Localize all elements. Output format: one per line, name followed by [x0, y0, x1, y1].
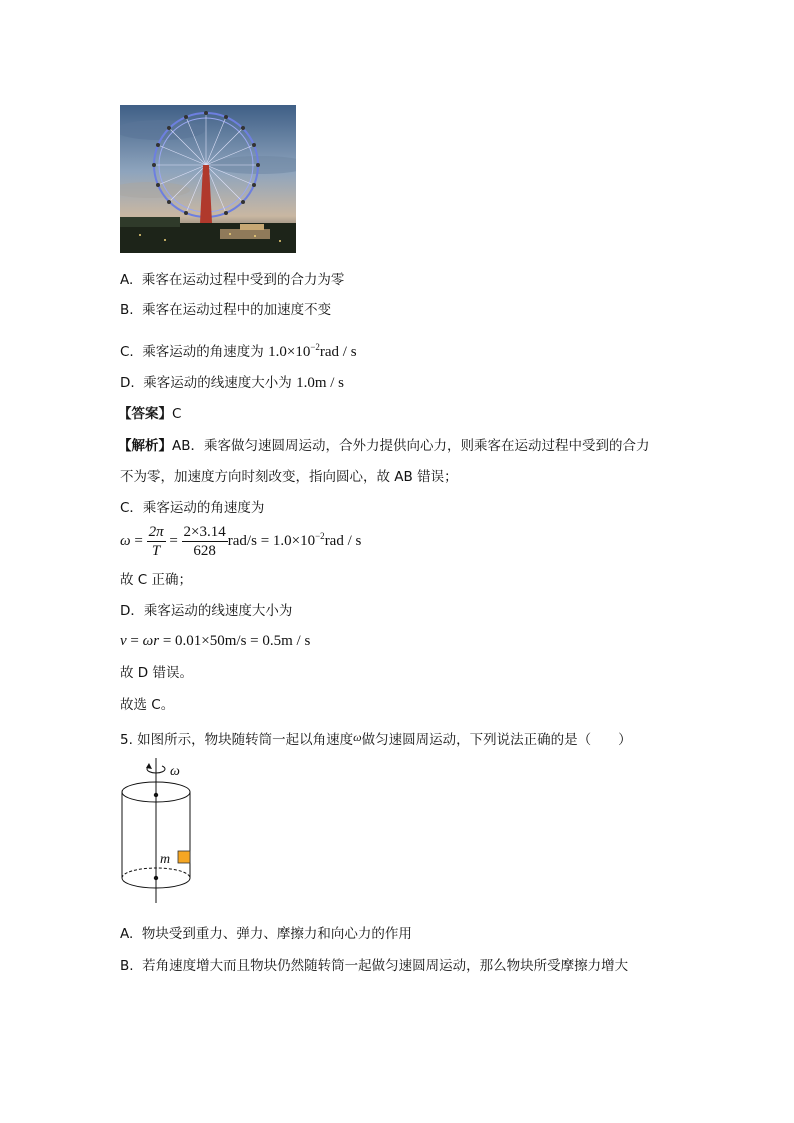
omega-symbol: ω: [142, 633, 154, 649]
fraction-denominator: T: [151, 543, 161, 559]
option-text: 乘客在运动过程中受到的合力为零: [141, 272, 345, 288]
mass-label: m: [160, 852, 171, 867]
stem-text: 5. 如图所示，物块随转筒一起以角速度: [120, 732, 354, 748]
analysis-line-7: 故选 C。: [120, 697, 175, 713]
rotating-cylinder-figure: [110, 758, 210, 908]
angular-velocity-formula: [120, 523, 361, 560]
option-text: 乘客运动的角速度为: [142, 344, 264, 360]
equals-sign: =: [169, 532, 178, 549]
ferris-wheel-image: [120, 105, 296, 253]
axis-bottom-point: [154, 876, 158, 880]
linear-velocity-formula: [120, 633, 310, 650]
equals-sign: =: [126, 633, 143, 649]
r-symbol: r: [153, 633, 160, 649]
answer-line: [118, 405, 181, 423]
option-c-unit: rad / s: [319, 344, 357, 360]
analysis-line-1: [118, 437, 650, 455]
answer-value: C: [172, 406, 182, 422]
question-5-stem: [120, 728, 632, 749]
option-text: 乘客在运动过程中的加速度不变: [142, 302, 332, 318]
fraction-numerator: 2×3.14: [183, 524, 226, 540]
omega-symbol: ω: [353, 730, 362, 744]
option-label: A.: [120, 272, 134, 288]
option-label: C.: [120, 344, 134, 360]
q5-option-a: [120, 925, 412, 943]
option-c-exponent: −2: [310, 342, 320, 352]
axis-top-point: [154, 793, 158, 797]
omega-label: ω: [170, 764, 180, 779]
option-label: B.: [120, 302, 134, 318]
unit: rad/s: [227, 532, 257, 549]
option-label: D.: [120, 375, 135, 391]
result-exponent: −2: [315, 530, 325, 541]
option-text: 若角速度增大而且物块仍然随转筒一起做匀速圆周运动，那么物块所受摩擦力增大: [142, 958, 629, 974]
fraction-2pi-over-t: [147, 523, 166, 560]
analysis-line-5: D．乘客运动的线速度大小为: [120, 603, 293, 619]
analysis-line-2: 不为零，加速度方向时刻改变，指向圆心，故 AB 错误；: [120, 469, 458, 485]
formula-rest: = 0.01×50m/s = 0.5m / s: [159, 633, 311, 649]
analysis-line-4: 故 C 正确；: [120, 572, 193, 588]
analysis-line-3: C．乘客运动的角速度为: [120, 500, 265, 516]
answer-tag: 【答案】: [118, 406, 172, 422]
fraction-values: [182, 523, 228, 560]
equals-sign: =: [134, 532, 143, 549]
v-symbol: v: [120, 633, 127, 649]
fraction-numerator: 2π: [148, 524, 164, 540]
fraction-denominator: 628: [193, 543, 216, 559]
ferris-wheel-photo: [120, 105, 296, 253]
analysis-line-6: 故 D 错误。: [120, 665, 193, 681]
analysis-tag: 【解析】: [118, 438, 172, 454]
option-d-value: 1.0m / s: [296, 375, 345, 391]
option-label: A.: [120, 926, 134, 942]
option-label: B.: [120, 958, 134, 974]
analysis-text: AB．乘客做匀速圆周运动，合外力提供向心力，则乘客在运动过程中受到的合力: [172, 438, 650, 454]
rotation-arrowhead: [146, 763, 152, 769]
option-c: [120, 338, 357, 361]
option-b: [120, 301, 331, 319]
cylinder-diagram: [110, 758, 210, 908]
option-c-math: [268, 344, 356, 360]
result-unit: rad / s: [324, 532, 362, 549]
option-a: [120, 271, 344, 289]
option-d: [120, 374, 344, 392]
q5-option-b: [120, 957, 628, 975]
option-c-value: 1.0×10: [268, 344, 311, 360]
stem-text: 做匀速圆周运动，下列说法正确的是（ ）: [361, 732, 632, 748]
result-value: = 1.0×10: [260, 532, 316, 549]
option-text: 物块受到重力、弹力、摩擦力和向心力的作用: [141, 926, 412, 942]
mass-block: [178, 851, 190, 863]
omega-symbol: ω: [120, 532, 131, 549]
option-text: 乘客运动的线速度大小为: [143, 375, 292, 391]
